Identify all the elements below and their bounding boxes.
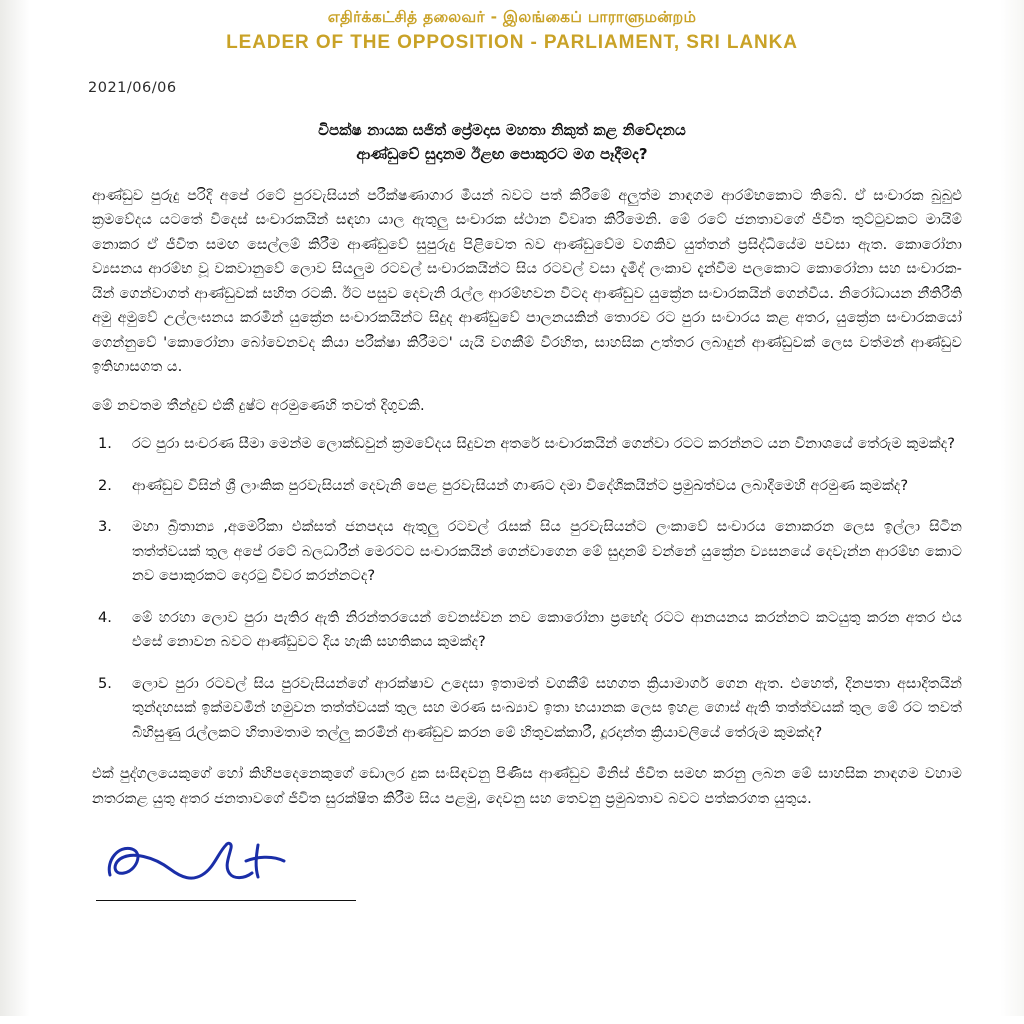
signature-rule <box>96 900 356 901</box>
paragraph-intro: ආණ්ඩුව පුරුදු පරිදි අපේ රටේ පුරවැසියන් පරීක්ෂණාගාර මීයන් බවට පත් කිරීමේ අලුත්ම නාඳගම ආරම්භකොට තිබේ. ඒ සංචාරක බුබුළු ක්‍රමවේදය යටතේ විදෙස් සංචාරකයින් සඳහා යාල ඇතුලු සංචාරක ස්ථාන විවෘත කිරීමෙනි. මේ රටේ ජනතාවගේ ජීවිත තුට්ටුවකට මායිම් නොකර ඒ ජීවිත සමඟ සෙල්ලම් කිරීම ආණ්ඩුවේ සුපුරුදු පිළිවෙත බව ආණ්ඩුවේම වගකිව යුත්තන් ප්‍රසිද්ධියේම පවසා ඇත. කොරෝනා ව්‍යසනය ආරම්භ වූ වකවානුවේ ලොව සියලුම රටවල් සංචාරකයින්ට සිය රටවල් වසා දැමීද් ලංකාව දැන්වීම පලකොට කොරෝනා සහ සංචාරක-යින් ගෙන්වාගත් ආණ්ඩුවක් සහිත රටකි. ඊට පසුව දෙවැනි රැල්ල ආරම්භවන විටද ආණ්ඩුව යුක්‍රේන සංචාරකයින් ගෙන්වීය. නිරෝධායන නීතිරීති අමු අමුවේ උල්ලංඝනය කරමින් යුක්‍රේන සංචාරකයින්ට සිදුද ආණ්ඩුවේ පාලනයකින් තොරව රට පුරා සංචාරය කළ අතර, යුක්‍රේන සංචාරකයෝ ගෙන්නුවේ 'කොරෝනා බෝවෙනවද කියා පරීක්ෂා කිරීමට' යැයි වගකීම් විරහිත, සාහසික උත්තර ලබාදුන් ආණ්ඩුවක් ලෙස වත්මන් ආණ්ඩුව ඉතිහාසගත ය. <box>92 186 962 376</box>
paragraph-closing: එක් පුද්ගලයෙකුගේ හෝ කිහිපදෙනෙකුගේ ඩොලර දුක සංසිඳවනු පිණිස ආණ්ඩුව මිනිස් ජීවිත සමඟ කරනු ලබන මේ සාහසික නාඳගම වහාම නතරකළ යුතු අතර ජනතාවගේ ජීවිත සුරක්ෂිත කිරීම සිය පළමු, දෙවනු සහ තෙවනු ප්‍රමුඛතාව බවට පත්කරගත යුතුය. <box>92 765 962 807</box>
scan-edge <box>0 0 30 1024</box>
document-date: 2021/06/06 <box>88 79 177 96</box>
letterhead-english-line: LEADER OF THE OPPOSITION - PARLIAMENT, SRI LANKA <box>226 31 798 53</box>
title-line-1: විපක්ෂ නායක සජිත් ප්‍රේමදාස මහතා නිකුත් කළ නිවේදනය <box>318 120 686 139</box>
page-bottom-edge <box>0 1016 1024 1024</box>
signature-mark <box>96 831 366 893</box>
paragraph-lead-in: මේ නවතම තීන්දුව එකී දුෂ්ට අරමුණෙහි තවත් දිගුවකි. <box>92 396 425 414</box>
question-list <box>92 432 962 745</box>
list-item: රට පුරා සංචරණ සීමා මෙන්ම ලොක්ඩවුන් ක්‍රමවේදය සිදුවන අතරේ සංචාරකයින් ගෙන්වා රටට කරන්නට යන විනාශයේ තේරුම කුමක්ද? <box>132 435 955 453</box>
letterhead <box>0 0 1024 54</box>
document-body <box>92 184 962 812</box>
list-item: ආණ්ඩුව විසින් ශ්‍රී ලාංකික පුරවැසියන් දෙවැනි පෙළ පුරවැසියන් ගාණට දමා විදේශිකයින්ට ප්‍රමුඛත්වය ලබාදීමෙහි අරමුණ කුමක්ද? <box>132 476 909 494</box>
list-item: මහා බ්‍රිතාන්‍ය ,අමෙරිකා එක්සත් ජනපදය ඇතුලු රටවල් රැසක් සිය පුරවැසියන්ට ලංකාවේ සංචාරය නොකරන ලෙස ඉල්ලා සිටින තත්ත්වයක් තුල අපේ රටේ බලධාරීන් මෙරටට සංචාරකයින් ගෙන්වාගෙන මේ සුදානම් වන්නේ යුක්‍රේන ව්‍යසනයේ දෙවැන්න ආරම්භ කොට නව පොකුරකට දොරටු විවර කරන්නටද? <box>132 518 962 585</box>
list-item: මේ හරහා ලොව පුරා පැතිර ඇති නිරන්තරයෙන් වෙනස්වන නව කොරෝනා ප්‍රභේද රටට ආනයනය කරන්නට කටයුතු කරන අතර එය එසේ නොවන බවට ආණ්ඩුවට දිය හැකි සහතිකය කුමක්ද? <box>132 608 962 651</box>
letterhead-tamil-line: எதிர்க்கட்சித் தலைவர் - இலங்கைப் பாராளுமன்றம் <box>327 8 697 26</box>
title-line-2: ආණ්ඩුවේ සුදානම ඊළඟ පොකුරට මග පෑදීමද? <box>356 144 648 163</box>
list-item: ලොව පුරා රටවල් සිය පුරවැසියන්ගේ ආරක්ෂාව උදෙසා ඉතාමත් වගකීම් සහගත ක්‍රියාමාර්ග ගෙන ඇත. එහෙත්, දිනපතා අසාදිතයින් තුන්දහසක් ඉක්මවමින් හමුවන තත්ත්වයක් තුල සහ මරණ සංඛ්‍යාව ඉතා භයානක ලෙස ඉහළ ගොස් ඇති තත්ත්වයක් තුල මේ රට තවත් බිහිසුණු රැල්ලකට හිතාමතාම තල්ලු කරමින් ආණ්ඩුව කරන මේ හිතුවක්කාරී, දූරදාන්ත ක්‍රියාවලියේ තේරුම කුමක්ද? <box>132 674 962 741</box>
signature-area <box>96 831 1024 901</box>
document-title <box>40 118 964 166</box>
